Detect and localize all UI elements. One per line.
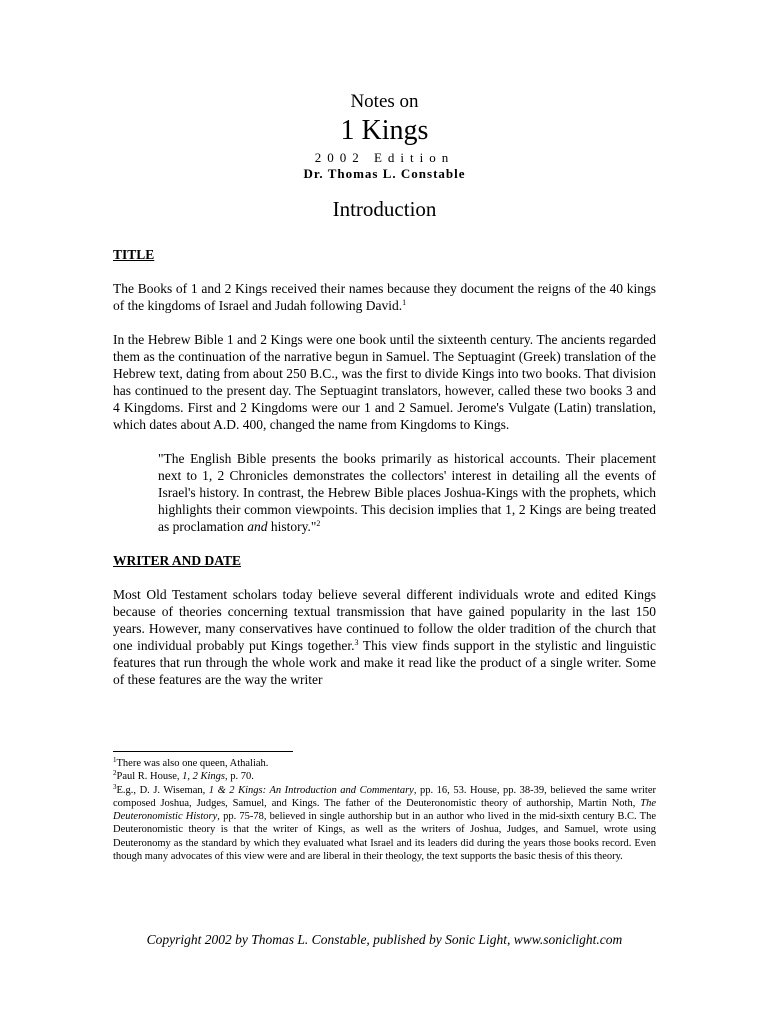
quote-text-end: history." [267, 519, 317, 534]
edition-label: 2002 Edition [314, 150, 455, 165]
footnote-3-book-title-2: The Deuteronomistic History [113, 797, 656, 823]
title-paragraph-2: In the Hebrew Bible 1 and 2 Kings were one book until the sixteenth century. The ancients regarded them as the continuation of the narrative begun in Samuel. The Septuagint (Greek) translation of the Hebrew text, dating from about 250 B.C., was the first to divide Kings into two books. That division has continued to the present day. The Septuagint translators, however, called these two books 3 and 4 Kingdoms. First and 2 Kingdoms were our 1 and 2 Samuel. Jerome's Vulgate (Latin) translation, which dates about A.D. 400, changed the name from Kingdoms to Kings. [113, 332, 656, 432]
footnote-3 [113, 784, 656, 864]
footnote-2-page: , p. 70. [225, 771, 254, 783]
writer-date-heading: WRITER AND DATE [113, 553, 242, 568]
footnotes [113, 757, 656, 863]
footnote-ref-1[interactable]: 1 [402, 298, 407, 307]
quote-text: "The English Bible presents the books primarily as historical accounts. Their placement next to 1, 2 Chronicles demonstrates the collectors' interest in detailing all the events of Israel's history. In contrast, the Hebrew Bible places Joshua-Kings with the prophets, which highlights their common viewpoints. This decision implies that 1, 2 Kings are being treated as proclamation [158, 451, 656, 534]
footnote-3-text: E.g., D. J. Wiseman, [116, 784, 209, 796]
title-heading: TITLE [113, 247, 155, 262]
footnote-3-text-mid: , pp. 16, 53. House, pp. 38-39, believed the same writer composed Joshua, Judges, Samuel, and Kings. The father of the Deuteronomistic theory of authorship, Martin Noth, [113, 784, 656, 809]
footnote-3-number: 3 [113, 782, 117, 791]
quote-emphasis: and [247, 519, 268, 534]
footnote-2-number: 2 [113, 769, 117, 778]
copyright-footer: Copyright 2002 by Thomas L. Constable, published by Sonic Light, www.soniclight.com [146, 932, 623, 947]
footnote-3-text-end: , pp. 75-78, believed in single authorship but in an author who lived in the mid-sixth century B.C. The Deuteronomistic theory is that the writer of Kings, as well as the writers of Joshua, Judges, and Samuel, wrote using Deuteronomy as the standard by which they evaluated what Israel and its leaders did during the years those books record. Even though many advocates of this view were and are liberal in their theology, the text supports the basic thesis of this theory. [113, 811, 656, 863]
footnote-divider [113, 751, 293, 752]
footnote-1 [113, 757, 656, 770]
document-page [113, 0, 656, 1024]
block-quote [158, 450, 656, 535]
footnote-ref-3[interactable]: 3 [354, 638, 359, 647]
book-title: 1 Kings [340, 115, 429, 146]
footnote-3-book-title-1: 1 & 2 Kings: An Introduction and Commentary [208, 784, 414, 796]
document-body [113, 246, 656, 688]
notes-on-label: Notes on [350, 91, 419, 112]
footnote-1-text: There was also one queen, Athaliah. [116, 758, 269, 769]
writer-paragraph-1-text: Most Old Testament scholars today believe several different individuals wrote and edited Kings because of theories concerning textual transmission that have gained popularity in the last 150 years. However, many conservatives have continued to follow the older tradition of the church that one individual probably put Kings together. [113, 587, 656, 653]
footnote-ref-2[interactable]: 2 [316, 519, 321, 528]
title-paragraph-1 [113, 280, 656, 314]
footnote-2 [113, 770, 656, 783]
title-paragraph-1-text: The Books of 1 and 2 Kings received their names because they document the reigns of the 40 kings of the kingdoms of Israel and Judah following David. [113, 281, 656, 313]
writer-paragraph-1-text-end: This view finds support in the stylistic and linguistic features that run through the whole work and make it read like the product of a single writer. Some of these features are the way the writer [113, 638, 656, 687]
document-header [113, 90, 656, 222]
footnote-2-text: Paul R. House, [116, 771, 183, 783]
section-title: Introduction [332, 197, 437, 221]
footnote-1-number: 1 [113, 756, 117, 764]
writer-paragraph-1 [113, 586, 656, 688]
footnote-2-book-title: 1, 2 Kings [182, 771, 226, 783]
author-name: Dr. Thomas L. Constable [303, 166, 466, 181]
